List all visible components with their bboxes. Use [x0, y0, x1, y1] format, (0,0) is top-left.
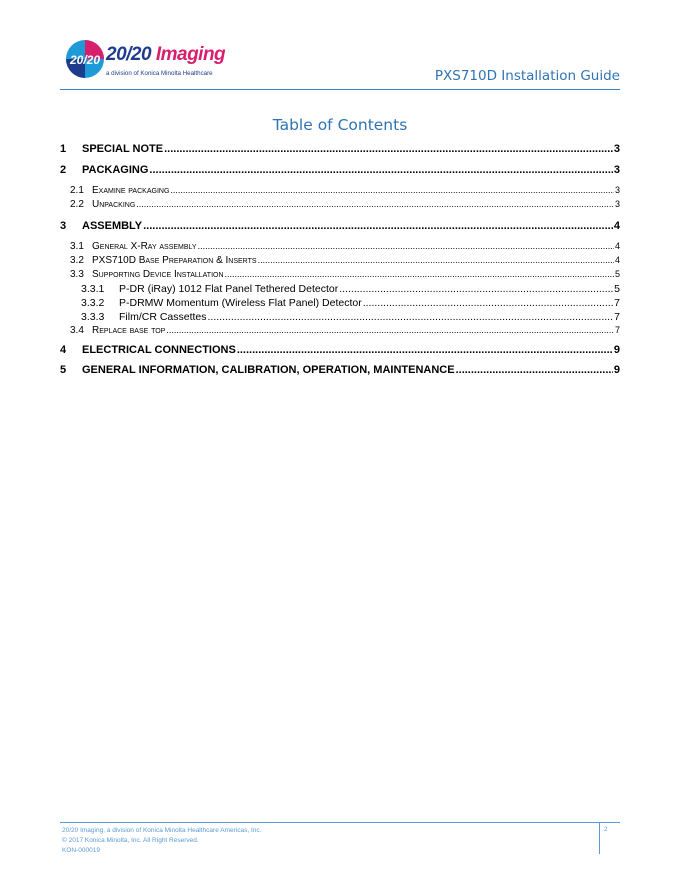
toc-entry-label: ELECTRICAL CONNECTIONS — [82, 344, 236, 356]
footer-vertical-divider — [599, 822, 600, 854]
toc-heading: Table of Contents — [272, 116, 408, 134]
toc-entry-number: 2.1 — [70, 185, 84, 196]
logo-tagline: a division of Konica Minolta Healthcare — [106, 70, 213, 77]
footer-page-number: 2 — [604, 826, 608, 833]
toc-entry-number: 3 — [60, 220, 67, 232]
toc-entry-number: 3.4 — [70, 325, 84, 336]
toc-entry-page: 4 — [614, 241, 620, 251]
toc-entry-page: 9 — [613, 364, 620, 376]
document-title: PXS710D Installation Guide — [434, 68, 620, 84]
toc-entry-page: 5 — [614, 283, 620, 295]
toc-entry-number: 5 — [60, 364, 67, 376]
toc-entry-label: Replace base top — [92, 325, 166, 336]
logo-brand-word: Imaging — [155, 44, 226, 65]
toc-entry-2[interactable] — [60, 164, 620, 176]
toc-entry-page: 4 — [613, 220, 620, 232]
toc-entry-number: 2.2 — [70, 199, 84, 210]
toc-entry-label: Film/CR Cassettes — [119, 311, 207, 323]
toc-leader — [237, 344, 613, 356]
footer-copyright-line: © 2017 Konica Minolta, Inc. All Right Reserved. — [62, 837, 199, 844]
toc-entry-4[interactable] — [60, 344, 620, 356]
toc-entry-page: 3 — [614, 185, 620, 195]
toc-entry-3-4[interactable] — [60, 325, 620, 336]
toc-entry-page: 7 — [614, 297, 620, 309]
toc-leader — [339, 283, 613, 295]
toc-entry-number: 4 — [60, 344, 67, 356]
toc-entry-label: PXS710D Base Preparation & Inserts — [92, 255, 257, 266]
toc-leader — [149, 164, 612, 176]
toc-entry-number: 3.1 — [70, 241, 84, 252]
toc-entry-label: Supporting Device Installation — [92, 269, 224, 280]
toc-entry-2-2[interactable] — [60, 199, 620, 210]
toc-entry-label: PACKAGING — [82, 164, 149, 176]
toc-entry-3-3[interactable] — [60, 269, 620, 280]
toc-leader — [225, 269, 614, 279]
toc-entry-page: 4 — [614, 255, 620, 265]
toc-entry-page: 7 — [614, 325, 620, 335]
toc-entry-page: 3 — [613, 143, 620, 155]
toc-leader — [258, 255, 614, 265]
toc-entry-3-3-1[interactable] — [60, 283, 620, 295]
toc-entry-3-2[interactable] — [60, 255, 620, 266]
logo-mark-text: 20/20 — [69, 53, 101, 67]
footer-text — [62, 826, 261, 856]
toc-entry-number: 3.3 — [70, 269, 84, 280]
logo-brand-number: 20/20 — [106, 44, 152, 65]
toc-entry-1[interactable] — [60, 143, 620, 155]
toc-leader — [170, 185, 614, 195]
toc-entry-label: SPECIAL NOTE — [82, 143, 164, 155]
toc-entry-label: General X-Ray assembly — [92, 241, 197, 252]
toc-entry-number: 3.3.2 — [81, 297, 105, 309]
toc-entry-label: P-DR (iRay) 1012 Flat Panel Tethered Detector — [119, 283, 339, 295]
toc-entry-label: Examine packaging — [92, 185, 170, 196]
company-logo — [64, 38, 228, 82]
toc-entry-number: 2 — [60, 164, 67, 176]
toc-leader — [166, 325, 614, 335]
toc-entry-3-1[interactable] — [60, 241, 620, 252]
toc-entry-label: GENERAL INFORMATION, CALIBRATION, OPERATION, MAINTENANCE — [82, 364, 455, 376]
toc-entry-label: P-DRMW Momentum (Wireless Flat Panel) Detector — [119, 297, 362, 309]
toc-entry-page: 5 — [614, 269, 620, 279]
footer-divider — [60, 822, 620, 823]
toc-entry-label: ASSEMBLY — [82, 220, 143, 232]
toc-leader — [164, 143, 613, 155]
logo-globe-icon — [64, 38, 106, 82]
toc-entry-3[interactable] — [60, 220, 620, 232]
footer-document-id: KON-000019 — [62, 847, 100, 854]
toc-entry-number: 3.3.1 — [81, 283, 105, 295]
toc-entry-page: 3 — [614, 199, 620, 209]
toc-entry-3-3-2[interactable] — [60, 297, 620, 309]
toc-leader — [136, 199, 614, 209]
toc-entry-page: 7 — [614, 311, 620, 323]
toc-entry-number: 3.2 — [70, 255, 84, 266]
toc-leader — [143, 220, 613, 232]
footer-company-line: 20/20 Imaging, a division of Konica Minolta Healthcare Americas, Inc. — [62, 827, 262, 834]
toc-leader — [198, 241, 614, 251]
toc-entry-5[interactable] — [60, 364, 620, 376]
toc-leader — [363, 297, 613, 309]
header-divider — [60, 89, 620, 90]
toc-leader — [456, 364, 613, 376]
toc-entry-label: Unpacking — [92, 199, 136, 210]
logo-brand — [106, 44, 225, 66]
toc-leader — [208, 311, 614, 323]
toc-entry-page: 9 — [613, 344, 620, 356]
toc-entry-page: 3 — [613, 164, 620, 176]
toc-entry-2-1[interactable] — [60, 185, 620, 196]
toc-entry-number: 3.3.3 — [81, 311, 105, 323]
toc-entry-3-3-3[interactable] — [60, 311, 620, 323]
toc-entry-number: 1 — [60, 143, 67, 155]
